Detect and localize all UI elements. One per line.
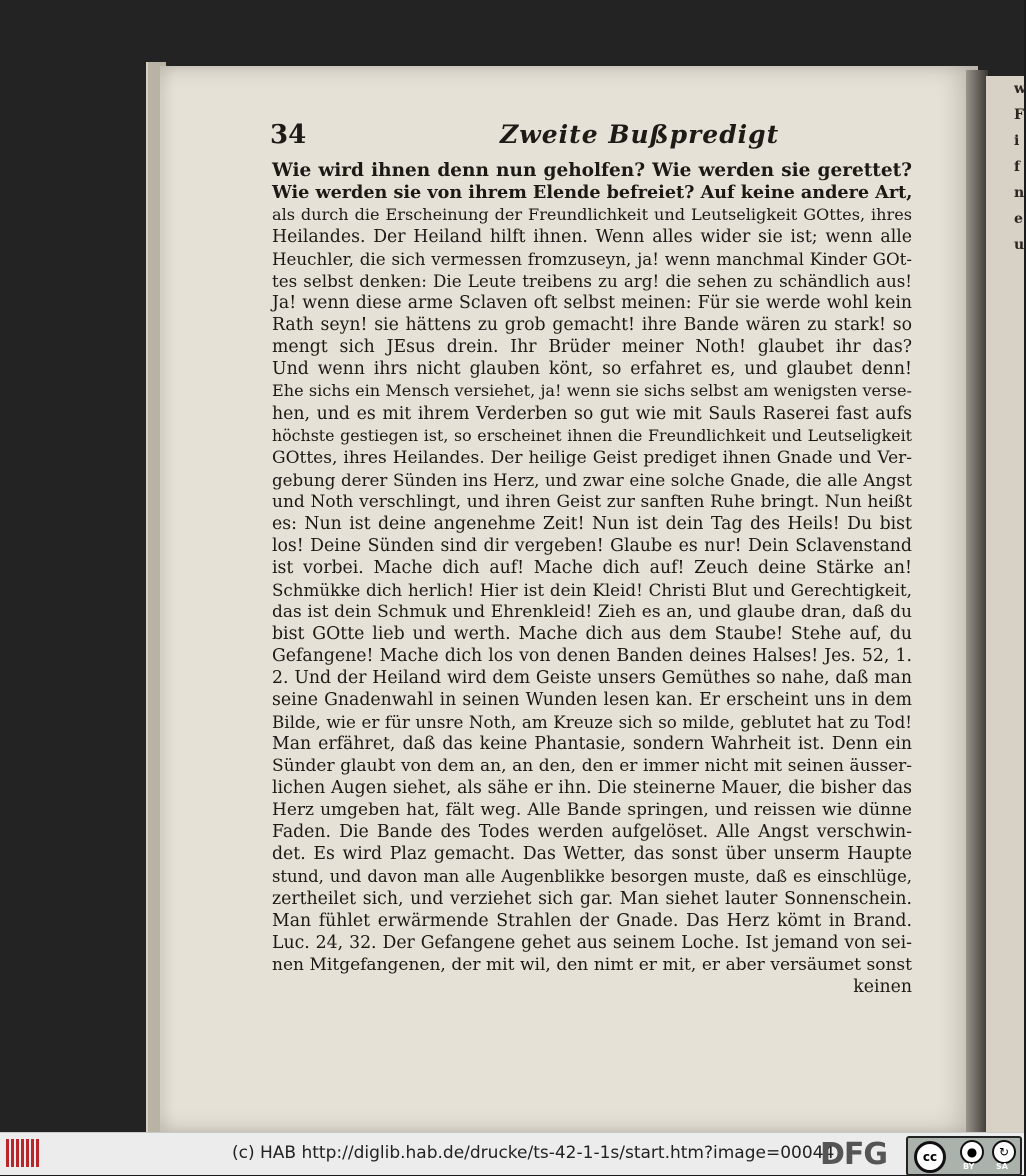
text-line: Sünder glaubt von dem an, an den, den er immer nicht mit seinen äusser- <box>272 756 912 777</box>
dfg-logo: DFG <box>820 1137 888 1172</box>
text-line: tes selbst denken: Die Leute treibens zu arg! die sehen zu schändlich aus! <box>272 271 912 292</box>
sa-icon: ↻ <box>992 1140 1016 1164</box>
next-page-fragment: w F i f n e u <box>986 76 1024 1132</box>
text-line: Faden. Die Bande des Todes werden aufgelöset. Alle Angst verschwin- <box>272 822 912 843</box>
text-line: stund, und davon man alle Augenblikke besorgen muste, daß es einschlüge, <box>272 866 912 886</box>
by-icon: ● <box>960 1140 984 1164</box>
text-line: höchste gestiegen ist, so erscheinet ihnen die Freundlichkeit und Leutseligkeit <box>272 425 912 445</box>
text-line: GOttes, ihres Heilandes. Der heilige Geist prediget ihnen Gnade und Ver- <box>272 447 912 468</box>
text-line: Wie wird ihnen denn nun geholfen? Wie werden sie gerettet? <box>272 160 912 181</box>
text-line: mengt sich JEsus drein. Ihr Brüder meiner Noth! glaubet ihr das? <box>272 337 912 358</box>
text-line: Schmükke dich herlich! Hier ist dein Kleid! Christi Blut und Gerechtigkeit, <box>272 579 912 600</box>
text-line: ist vorbei. Mache dich auf! Mache dich auf! Zeuch deine Stärke an! <box>272 557 912 578</box>
text-line: das ist dein Schmuk und Ehrenkleid! Zieh es an, und glaube dran, daß du <box>272 601 912 622</box>
text-line: Luc. 24, 32. Der Gefangene gehet aus seinem Loche. Ist jemand von sei- <box>272 932 912 953</box>
text-line: los! Deine Sünden sind dir vergeben! Glaube es nur! Dein Sclavenstand <box>272 535 912 556</box>
page-header <box>270 120 910 160</box>
sa-label: SA <box>996 1162 1008 1171</box>
text-line: Man erfähret, daß das keine Phantasie, sondern Wahrheit ist. Denn ein <box>272 734 912 755</box>
text-line: zertheilet sich, und verziehet sich gar. Man siehet lauter Sonnenschein. <box>272 888 912 909</box>
text-line: Herz umgeben hat, fält weg. Alle Bande springen, und reissen wie dünne <box>272 800 912 821</box>
page-number: 34 <box>270 120 307 150</box>
credit-link[interactable]: (c) HAB http://diglib.hab.de/drucke/ts-42-1-1s/start.htm?image=00044 <box>232 1143 835 1163</box>
text-line: und Noth verschlingt, und ihren Geist zur sanften Ruhe bringt. Nun heißt <box>272 491 912 512</box>
text-line: Heilandes. Der Heiland hilft ihnen. Wenn alles wider sie ist; wenn alle <box>272 227 912 248</box>
text-line: Gefangene! Mache dich los von denen Banden deines Halses! Jes. 52, 1. <box>272 646 912 667</box>
book-page <box>160 66 978 1132</box>
hab-logo-icon <box>6 1139 44 1169</box>
body-text <box>272 160 912 998</box>
text-line: bist GOtte lieb und werth. Mache dich aus dem Staube! Stehe auf, du <box>272 623 912 644</box>
text-line: Ehe sichs ein Mensch versiehet, ja! wenn sie sichs selbst am wenigsten verse- <box>272 381 912 401</box>
text-line: nen Mitgefangenen, der mit wil, den nimt er mit, er aber versäumet sonst <box>272 954 912 975</box>
text-line: lichen Augen siehet, als sähe er ihn. Die steinerne Mauer, die bisher das <box>272 778 912 799</box>
text-line: 2. Und der Heiland wird dem Geiste unsers Gemüthes so nahe, daß man <box>272 668 912 689</box>
text-line: keinen <box>853 976 912 997</box>
text-line: seine Gnadenwahl in seinen Wunden lesen kan. Er erscheint uns in dem <box>272 690 912 711</box>
cc-icon: cc <box>914 1141 946 1173</box>
text-line: det. Es wird Plaz gemacht. Das Wetter, das sonst über unserm Haupte <box>272 844 912 865</box>
text-line: Bilde, wie er für unsre Noth, am Kreuze sich so milde, geblutet hat zu Tod! <box>272 712 912 733</box>
text-line: Wie werden sie von ihrem Elende befreiet? Auf keine andere Art, <box>272 182 913 204</box>
text-line: Ja! wenn diese arme Sclaven oft selbst meinen: Für sie werde wohl kein <box>272 293 912 314</box>
by-label: BY <box>963 1162 975 1171</box>
text-line: hen, und es mit ihrem Verderben so gut wie mit Sauls Raserei fast aufs <box>272 403 912 424</box>
running-head: Zweite Bußpredigt <box>500 120 780 149</box>
text-line: Rath seyn! sie hättens zu grob gemacht! ihre Bande wären zu stark! so <box>272 315 912 336</box>
text-line: als durch die Erscheinung der Freundlichkeit und Leutseligkeit GOttes, ihres <box>272 205 912 225</box>
text-line: es: Nun ist deine angenehme Zeit! Nun ist dein Tag des Heils! Du bist <box>272 513 912 534</box>
text-line: gebung derer Sünden ins Herz, und zwar eine solche Gnade, die alle Angst <box>272 469 912 490</box>
book-gutter <box>966 70 988 1132</box>
text-line: Heuchler, die sich vermessen fromzuseyn, ja! wenn manchmal Kinder GOt- <box>272 249 912 270</box>
text-line: Man fühlet erwärmende Strahlen der Gnade. Das Herz kömt in Brand. <box>272 910 912 931</box>
text-line: Und wenn ihrs nicht glauben könt, so erfahret es, und glaubet denn! <box>272 359 912 380</box>
cc-license-badge[interactable] <box>906 1136 1022 1176</box>
footer-bar <box>0 1132 1024 1175</box>
